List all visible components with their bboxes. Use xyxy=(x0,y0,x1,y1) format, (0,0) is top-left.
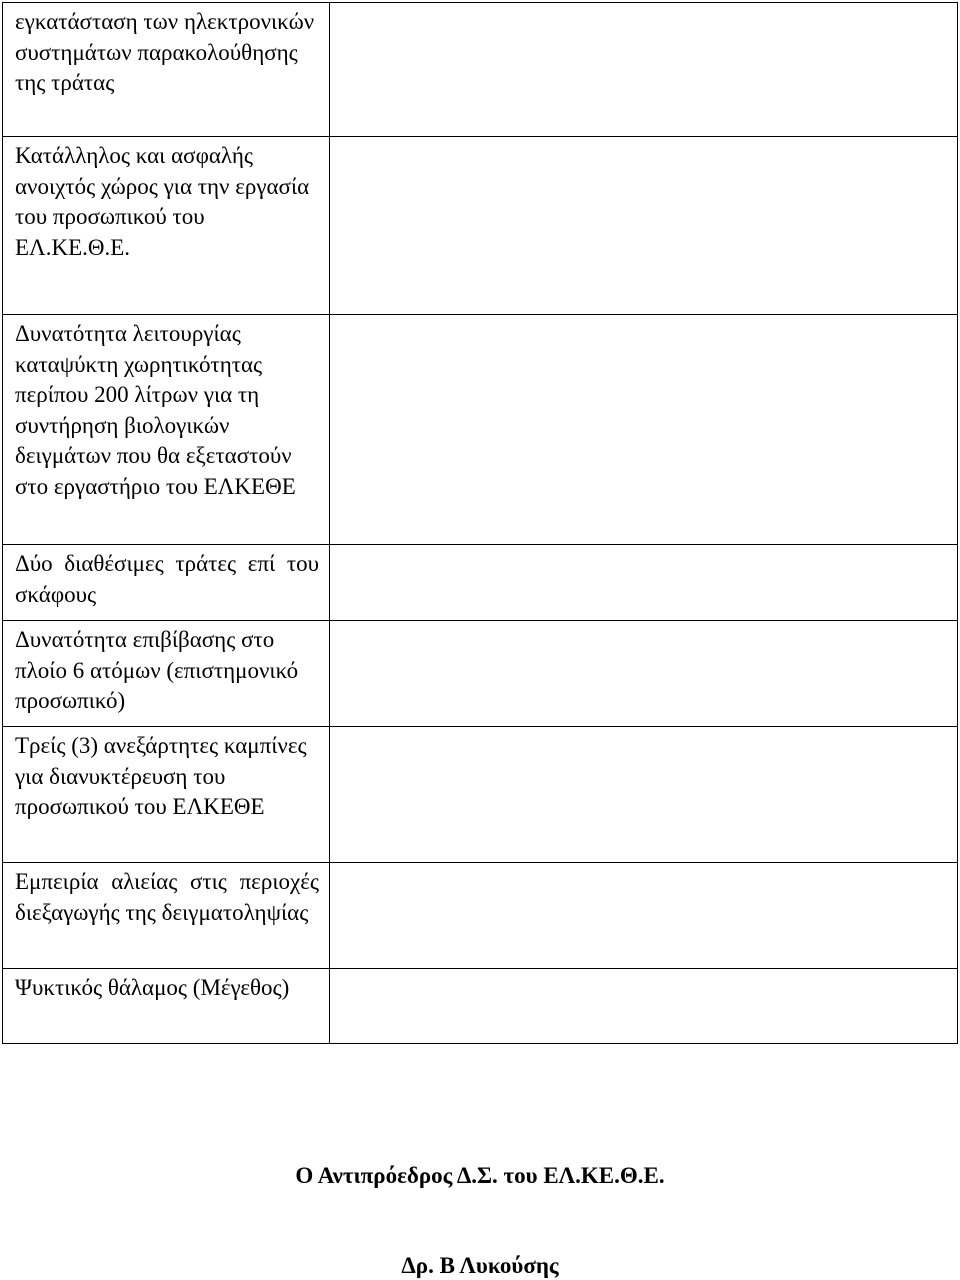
table-row xyxy=(3,863,958,969)
table-row xyxy=(3,315,958,545)
requirement-cell xyxy=(3,545,330,621)
requirement-cell xyxy=(3,969,330,1044)
requirement-text: Τρείς (3) ανεξάρτητες καμπίνες για διανυκτέρευση του προσωπικού του ΕΛΚΕΘΕ xyxy=(15,733,307,819)
table-row xyxy=(3,727,958,863)
requirement-cell xyxy=(3,621,330,727)
response-cell xyxy=(330,727,958,863)
requirement-text: Κατάλληλος και ασφαλής ανοιχτός χώρος για την εργασία του προσωπικού του ΕΛ.ΚΕ.Θ.Ε. xyxy=(15,143,310,260)
response-cell xyxy=(330,969,958,1044)
requirement-text: Δυνατότητα επιβίβασης στο πλοίο 6 ατόμων (επιστημονικό προσωπικό) xyxy=(15,627,299,713)
response-cell xyxy=(330,621,958,727)
requirement-cell xyxy=(3,863,330,969)
requirements-table xyxy=(2,2,958,1044)
response-cell xyxy=(330,137,958,315)
requirement-text: Εμπειρία αλιείας στις περιοχές διεξαγωγής της δειγματοληψίας xyxy=(15,869,319,925)
signature-title: Ο Αντιπρόεδρος Δ.Σ. του ΕΛ.ΚΕ.Θ.Ε. xyxy=(295,1163,665,1188)
requirement-cell xyxy=(3,3,330,137)
requirement-text: Δυνατότητα λειτουργίας καταψύκτη χωρητικότητας περίπου 200 λίτρων για τη συντήρηση βιολογικών δειγμάτων που θα εξεταστούν στο εργαστήριο του ΕΛΚΕΘΕ xyxy=(15,321,296,499)
table-row xyxy=(3,545,958,621)
table-row xyxy=(3,3,958,137)
response-cell xyxy=(330,3,958,137)
requirement-text: Ψυκτικός θάλαμος (Μέγεθος) xyxy=(15,975,290,1000)
table-row xyxy=(3,621,958,727)
requirement-text: Δύο διαθέσιμες τράτες επί του σκάφους xyxy=(15,551,319,607)
requirement-text: εγκατάσταση των ηλεκτρονικών συστημάτων παρακολούθησης της τράτας xyxy=(15,9,315,95)
response-cell xyxy=(330,545,958,621)
requirement-cell xyxy=(3,137,330,315)
signature-name: Δρ. Β Λυκούσης xyxy=(401,1253,559,1278)
requirement-cell xyxy=(3,727,330,863)
table-row xyxy=(3,969,958,1044)
response-cell xyxy=(330,315,958,545)
table-row xyxy=(3,137,958,315)
response-cell xyxy=(330,863,958,969)
requirement-cell xyxy=(3,315,330,545)
